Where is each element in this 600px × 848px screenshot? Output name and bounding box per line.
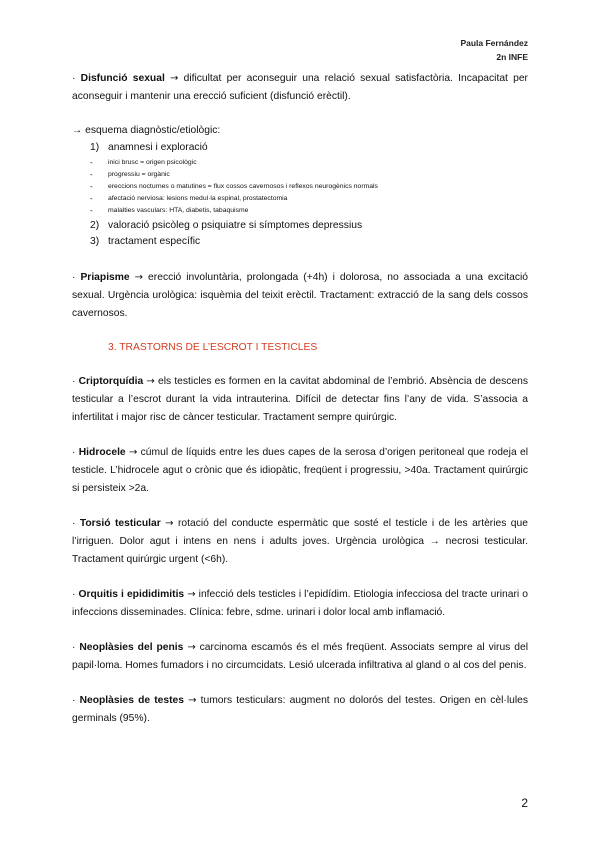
header-course: 2n INFE (496, 52, 528, 62)
paragraph-text: erecció involuntària, prolongada (+4h) i dolorosa, no associada a una excitació sexual. Urgència urològica: isquèmia del teixit erèctil. Tractament: extracció de la sang dels cossos cavernosos. (72, 271, 528, 319)
sub-item: - afectació nerviosa: lesions medul·la espinal, prostatectomia (90, 194, 288, 204)
scheme-steps-a (72, 140, 528, 157)
page-content (72, 70, 528, 728)
entry-torsio: · Torsió testicular → rotació del conducte espermàtic que sosté el testicle i de les artèries que l’irriguen. Dolor agut i intens en nens i adults joves. Urgència urològica → necrosi testicular. Tractament quirúrgic urgent (<6h). (72, 517, 528, 565)
arrow-icon: → (187, 641, 196, 653)
arrow-icon: → (188, 694, 197, 706)
entry-criptorquidia: · Criptorquídia → els testicles es formen en la cavitat abdominal de l’embrió. Absència de descens testicular a l’escrot durant la vida intrauterina. Difícil de detectar fins l’any de vida. S’associa a infertilitat i major risc de càncer testicular. Tractament sempre quirúrgic. (72, 375, 528, 423)
sub-item: - inici brusc = origen psicològic (90, 157, 197, 167)
term-label: Orquitis i epididimitis (78, 588, 185, 600)
sub-item: - ereccions nocturnes o matutines = flux cossos cavernosos i reflexos neurogènics normals (90, 181, 378, 191)
bullet-dot: · (72, 73, 81, 84)
arrow-icon: → (165, 517, 174, 529)
entry-orquitis: · Orquitis i epididimitis → infecció dels testicles i l’epidídim. Etiologia infecciosa del tracte urinari o infeccions disseminades. Clínica: febre, sdme. urinari i dolor local amb inflamació. (72, 588, 528, 618)
scheme-title: → esquema diagnòstic/etiològic: (72, 125, 221, 136)
entry-text: infecció dels testicles i l’epidídim. Etiologia infecciosa del tracte urinari o infeccions disseminades. Clínica: febre, sdme. urinari i dolor local amb inflamació. (72, 588, 528, 618)
paragraph-priapisme (72, 269, 528, 323)
page-number: 2 (521, 796, 528, 810)
term-label: Priapisme (80, 271, 130, 283)
term-label: Criptorquídia (78, 375, 144, 387)
step-item: 1) anamnesi i exploració (90, 142, 208, 153)
page-header (460, 36, 528, 64)
arrow-icon: → (187, 588, 196, 600)
step-item: 3) tractament específic (90, 236, 201, 248)
entry-neoplasies-penis: · Neoplàsies del penis → carcinoma escamós és el més freqüent. Associats sempre al virus del papil·loma. Homes fumadors i no circumcidats. Lesió ulcerada infiltrativa al gland o al cos del penis. (72, 641, 528, 671)
term-label: Hidrocele (78, 446, 126, 458)
arrow-icon: → (134, 271, 144, 283)
sub-item: - malalties vasculars: HTA, diabetis, tabaquisme (90, 206, 249, 216)
term-label: Disfunció sexual (80, 73, 165, 84)
entry-text: rotació del conducte espermàtic que sosté el testicle i de les artèries que l’irriguen. Dolor agut i intens en nens i adults joves. Urgència urològica → necrosi testicular. Tractament quirúrgic urgent (<6h). (72, 517, 528, 565)
entry-neoplasies-testes: · Neoplàsies de testes → tumors testiculars: augment no dolorós del testes. Origen en cèl·lules germinals (95%). (72, 694, 528, 724)
scheme-sub-items (72, 157, 528, 218)
entry-hidrocele: · Hidrocele → cúmul de líquids entre les dues capes de la serosa d’origen peritoneal que rodeja el testicle. L’hidrocele agut o crònic que és idiopàtic, freqüent i progressiu, >40a. Tractament quirúrgic si persisteix >2a. (72, 446, 528, 494)
entry-text: carcinoma escamós és el més freqüent. Associats sempre al virus del papil·loma. Homes fumadors i no circumcidats. Lesió ulcerada infiltrativa al gland o al cos del penis. (72, 641, 528, 671)
term-label: Torsió testicular (79, 517, 161, 529)
arrow-icon: → (146, 375, 155, 387)
scheme-steps-b (72, 218, 528, 251)
entry-text: els testicles es formen en la cavitat abdominal de l’embrió. Absència de descens testicular a l’escrot durant la vida intrauterina. Difícil de detectar fins l’any de vida. S’associa a infertilitat i major risc de càncer testicular. Tractament sempre quirúrgic. (72, 375, 528, 423)
entry-text: tumors testiculars: augment no dolorós del testes. Origen en cèl·lules germinals (95%). (72, 694, 528, 724)
bullet-dot: · (72, 271, 81, 283)
section-heading: 3. TRASTORNS DE L’ESCROT I TESTICLES (108, 341, 318, 353)
term-label: Neoplàsies del penis (79, 641, 184, 653)
paragraph-text: dificultat per aconseguir una relació sexual satisfactòria. Incapacitat per aconseguir i mantenir una erecció suficient (disfunció erèctil). (72, 73, 528, 102)
paragraph-disfuncio (72, 70, 528, 106)
sub-item: - progressiu = orgànic (90, 169, 170, 179)
header-author: Paula Fernández (460, 38, 528, 48)
term-label: Neoplàsies de testes (79, 694, 184, 706)
arrow-icon: → (128, 446, 138, 458)
entry-text: cúmul de líquids entre les dues capes de la serosa d’origen peritoneal que rodeja el testicle. L’hidrocele agut o crònic que és idiopàtic, freqüent i progressiu, >40a. Tractament quirúrgic si persisteix >2a. (72, 446, 528, 494)
arrow-icon: → (170, 73, 179, 84)
step-item: 2) valoració psicòleg o psiquiatre si símptomes depressius (90, 219, 363, 231)
